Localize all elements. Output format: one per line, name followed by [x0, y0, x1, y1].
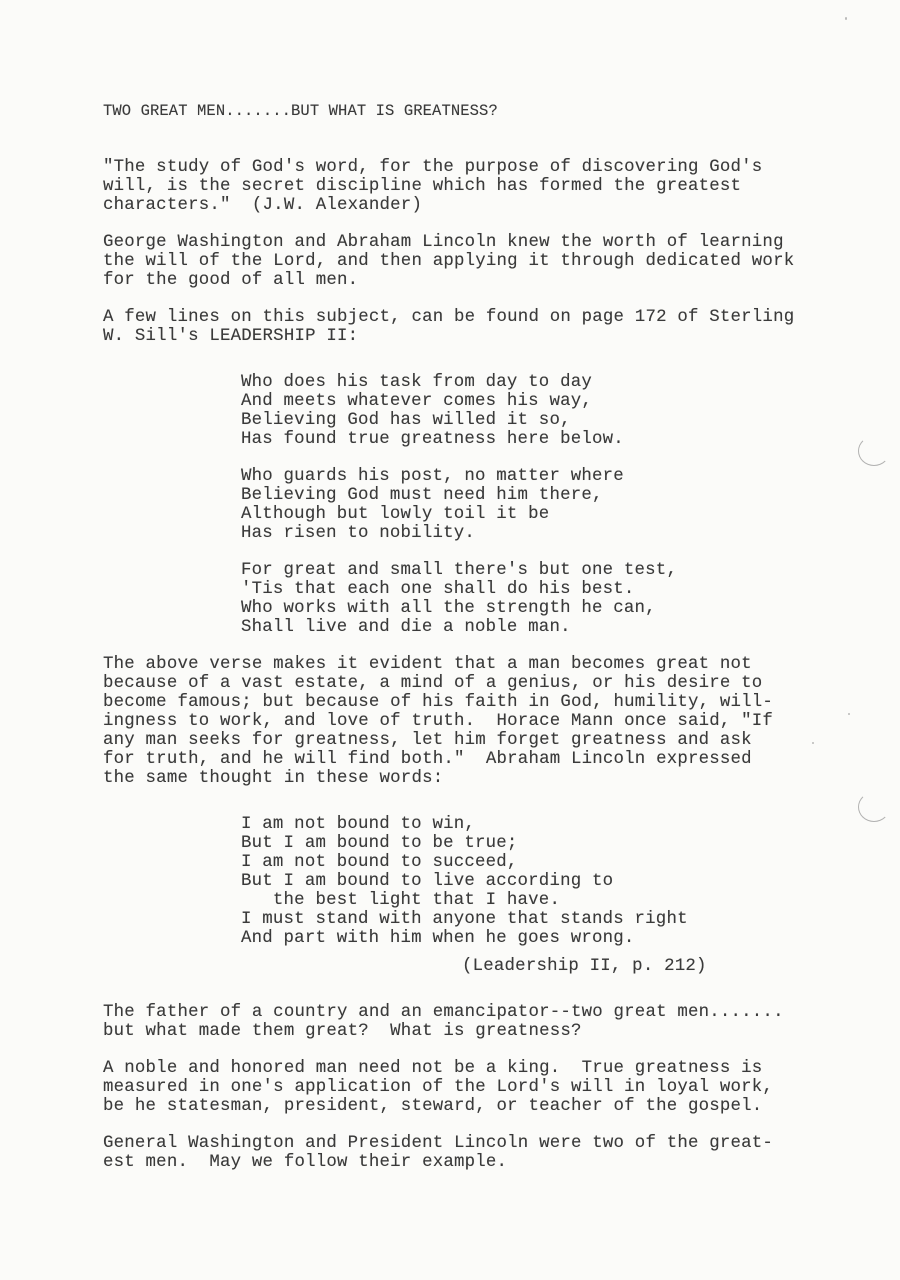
poem-line: Shall live and die a noble man. [241, 618, 571, 637]
paragraph-line: but what made them great? What is greatness? [103, 1022, 582, 1041]
paragraph-line: because of a vast estate, a mind of a genius, or his desire to [103, 674, 763, 693]
poem-line: And meets whatever comes his way, [241, 392, 592, 411]
binder-hole-mark [858, 792, 890, 822]
paragraph-line: the will of the Lord, and then applying it through dedicated work [103, 252, 795, 271]
paragraph-line: will, is the secret discipline which has formed the greatest [103, 177, 742, 196]
paragraph-line: W. Sill's LEADERSHIP II: [103, 327, 359, 346]
paragraph-line: ingness to work, and love of truth. Horace Mann once said, "If [103, 712, 774, 731]
quote-line: the best light that I have. [241, 891, 561, 910]
paragraph-line: characters." (J.W. Alexander) [103, 196, 423, 215]
quote-line: But I am bound to live according to [241, 872, 614, 891]
poem-line: Believing God has willed it so, [241, 411, 571, 430]
poem-line: For great and small there's but one test, [241, 561, 678, 580]
poem-line: Who works with all the strength he can, [241, 599, 656, 618]
paragraph-line: "The study of God's word, for the purpose of discovering God's [103, 158, 763, 177]
paragraph-line: est men. May we follow their example. [103, 1153, 508, 1172]
page-title: TWO GREAT MEN.......BUT WHAT IS GREATNESS? [103, 102, 498, 120]
paper-speck [812, 742, 814, 744]
poem-line: Who does his task from day to day [241, 373, 592, 392]
paragraph-line: A few lines on this subject, can be found on page 172 of Sterling [103, 308, 795, 327]
paragraph-line: The father of a country and an emancipator--two great men....... [103, 1003, 784, 1022]
paragraph-line: become famous; but because of his faith in God, humility, will- [103, 693, 774, 712]
poem-line: Who guards his post, no matter where [241, 467, 624, 486]
quote-line: I am not bound to win, [241, 815, 475, 834]
paragraph-line: measured in one's application of the Lord's will in loyal work, [103, 1078, 774, 1097]
paper-speck [848, 713, 850, 715]
poem-line: Believing God must need him there, [241, 486, 603, 505]
paper-speck [845, 17, 847, 20]
poem-line: 'Tis that each one shall do his best. [241, 580, 635, 599]
paragraph-line: A noble and honored man need not be a king. True greatness is [103, 1059, 763, 1078]
quote-line: I am not bound to succeed, [241, 853, 518, 872]
citation: (Leadership II, p. 212) [462, 957, 707, 976]
paragraph-line: be he statesman, president, steward, or teacher of the gospel. [103, 1097, 763, 1116]
paragraph-line: any man seeks for greatness, let him forget greatness and ask [103, 731, 752, 750]
quote-line: I must stand with anyone that stands right [241, 910, 688, 929]
paragraph-line: for the good of all men. [103, 271, 359, 290]
paragraph-line: the same thought in these words: [103, 769, 444, 788]
binder-hole-mark [858, 436, 890, 466]
poem-line: Has found true greatness here below. [241, 430, 624, 449]
poem-line: Has risen to nobility. [241, 524, 475, 543]
paragraph-line: for truth, and he will find both." Abraham Lincoln expressed [103, 750, 752, 769]
paragraph-line: General Washington and President Lincoln were two of the great- [103, 1134, 774, 1153]
poem-line: Although but lowly toil it be [241, 505, 550, 524]
quote-line: And part with him when he goes wrong. [241, 929, 635, 948]
quote-line: But I am bound to be true; [241, 834, 518, 853]
paragraph-line: George Washington and Abraham Lincoln knew the worth of learning [103, 233, 784, 252]
paragraph-line: The above verse makes it evident that a man becomes great not [103, 655, 752, 674]
